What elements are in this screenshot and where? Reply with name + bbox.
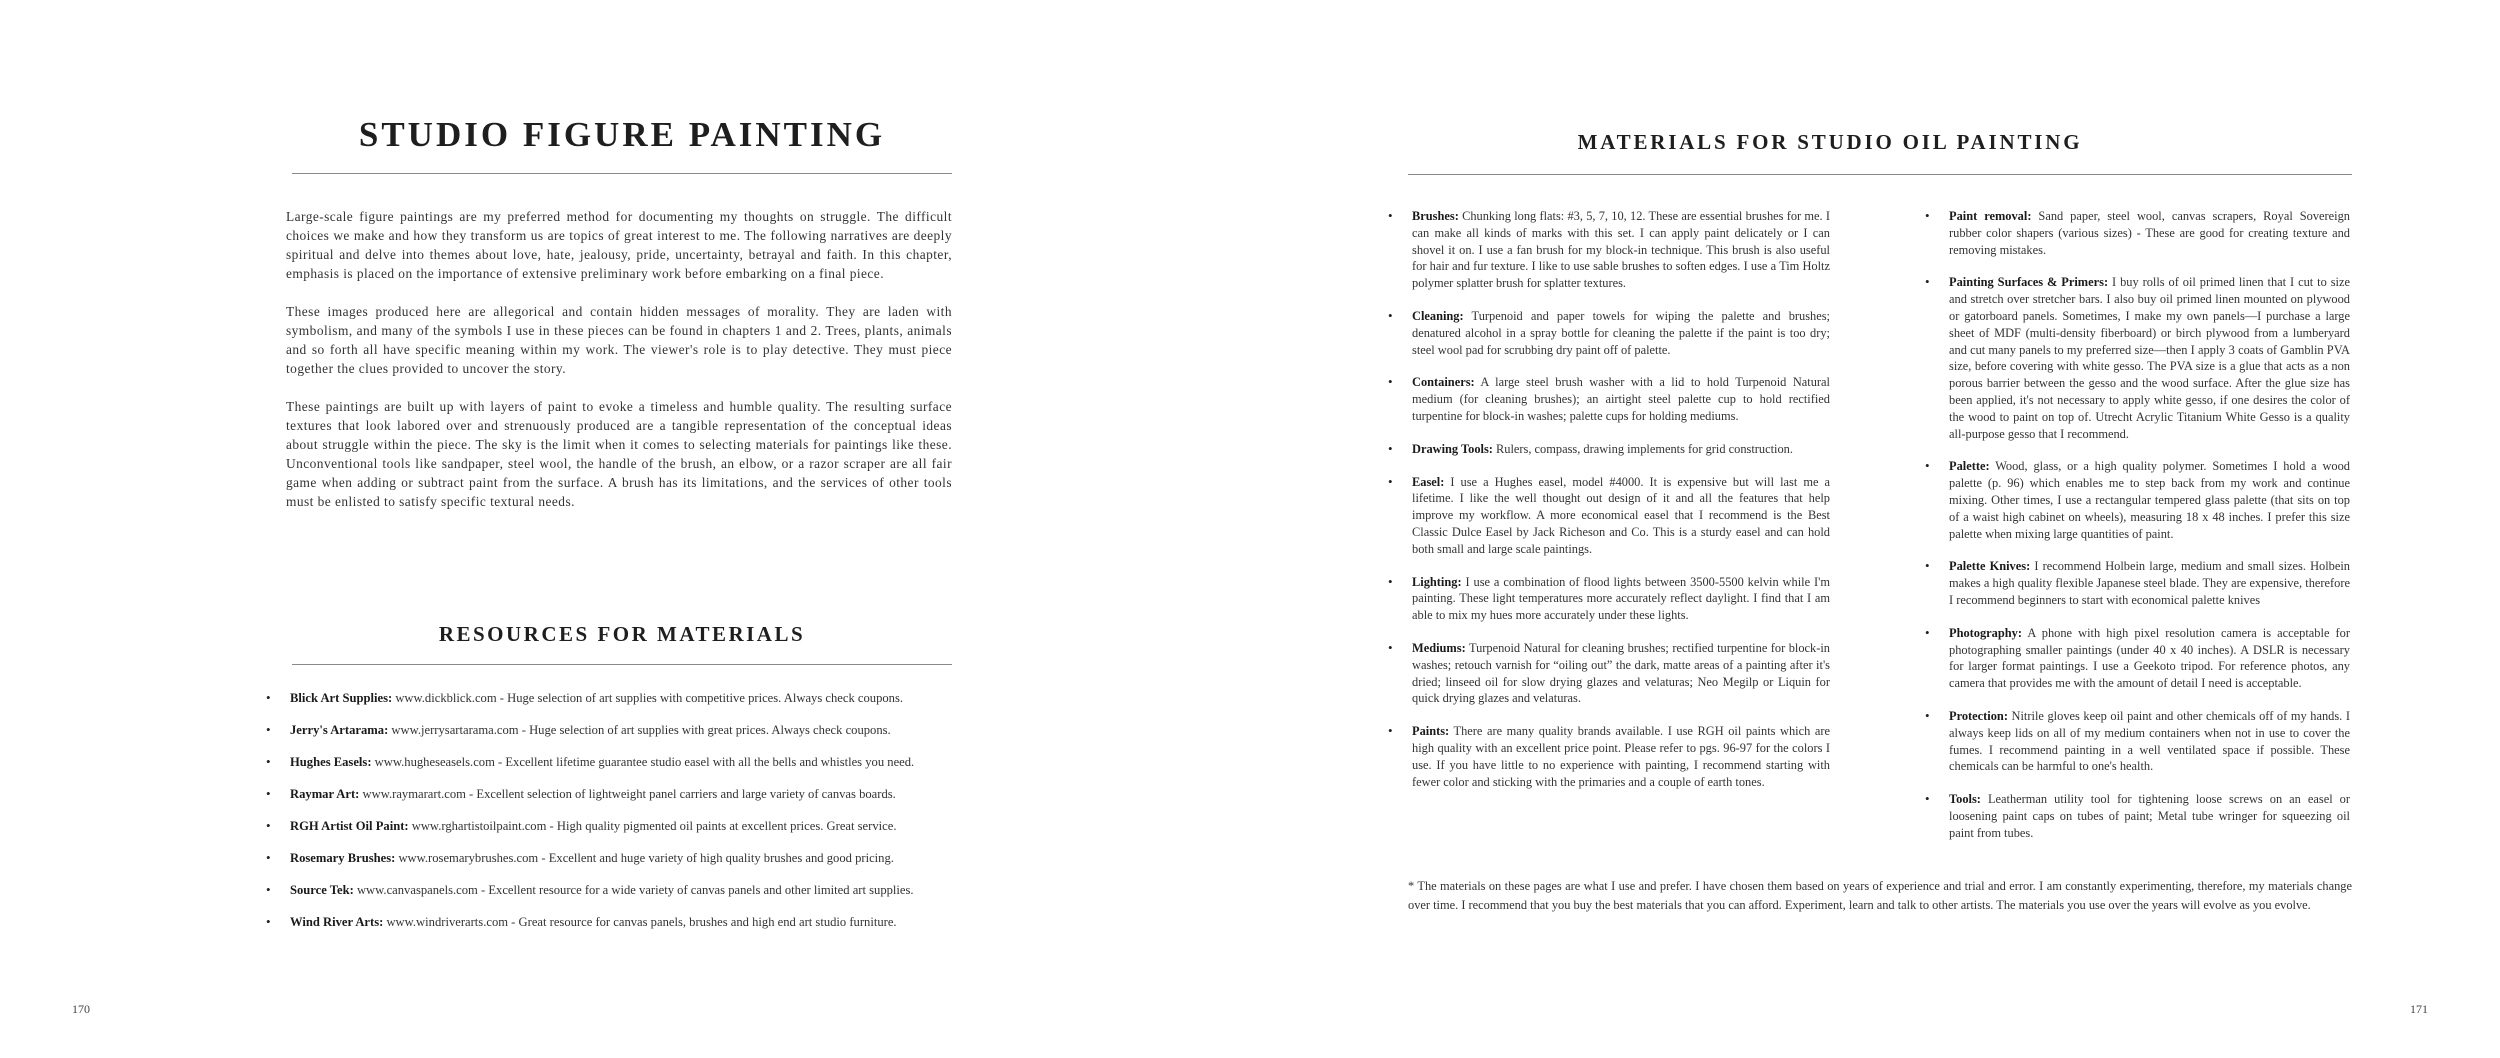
- resource-item: [262, 722, 962, 754]
- resource-item: [262, 850, 962, 882]
- material-description: Sand paper, steel wool, canvas scrapers, Royal Sovereign rubber color shapers (various sizes) - These are good for creating texture and removing mistakes.: [1949, 209, 2350, 257]
- resources-list: [262, 690, 962, 946]
- resource-name: Hughes Easels:: [290, 755, 372, 769]
- material-item: [1921, 708, 2350, 775]
- resource-item: [262, 786, 962, 818]
- materials-list-right: [1921, 208, 2350, 858]
- material-name: Protection:: [1949, 708, 2008, 723]
- resource-description: www.rghartistoilpaint.com - High quality pigmented oil paints at excellent prices. Great service.: [408, 819, 897, 833]
- material-name: Paints:: [1412, 724, 1450, 739]
- material-item: [1921, 458, 2350, 542]
- material-description: Turpenoid Natural for cleaning brushes; rectified turpentine for block-in washes; retouch varnish for “oiling out” the dark, matte areas of a painting after it's dried; linseed oil for slow drying glazes and velaturas; Neo Megilp or Liquin for quick drying glazes and velaturas.: [1412, 640, 1830, 706]
- material-description: Turpenoid and paper towels for wiping the palette and brushes; denatured alcohol in a spray bottle for cleaning the palette if the paint is too dry; steel wool pad for scrubbing dry paint off of palette.: [1412, 308, 1830, 357]
- materials-divider: [1408, 174, 2352, 175]
- material-item: [1384, 640, 1830, 707]
- resource-description: www.windriverarts.com - Great resource for canvas panels, brushes and high end art studio furniture.: [383, 915, 897, 929]
- material-item: [1384, 308, 1830, 358]
- material-description: Chunking long flats: #3, 5, 7, 10, 12. These are essential brushes for me. I can make all kinds of marks with this set. I can apply paint delicately or I can shovel it on. I use a fan brush for my block-in technique. This brush is also useful for hair and fur texture. I like to use sable brushes to soften edges. I use a Tim Holtz polymer splatter brush for splatter textures.: [1412, 209, 1830, 291]
- material-name: Lighting:: [1412, 574, 1462, 589]
- materials-heading: MATERIALS FOR STUDIO OIL PAINTING: [1577, 130, 2083, 154]
- right-page: [1250, 0, 2500, 1058]
- material-description: Leatherman utility tool for tightening loose screws on an easel or loosening paint caps on tubes of paint; Metal tube wringer for squeezing oil paint from tubes.: [1949, 792, 2350, 840]
- material-item: [1921, 791, 2350, 841]
- intro-paragraph: These paintings are built up with layers of paint to evoke a timeless and humble quality. The resulting surface textures that look labored over and strenuously produced are a tangible representation of the conceptual ideas about struggle within the piece. The sky is the limit when it comes to selecting materials for paintings like these. Unconventional tools like sandpaper, steel wool, the handle of the brush, an elbow, or a razor scraper are all fair game when adding or subtract paint from the surface. A brush has its limitations, and the services of other tools must be enlisted to satisfy specific textural needs.: [286, 399, 952, 509]
- material-name: Containers:: [1412, 375, 1475, 390]
- resources-heading: RESOURCES FOR MATERIALS: [438, 622, 806, 646]
- page-title: STUDIO FIGURE PAINTING: [358, 115, 886, 154]
- material-item: [1921, 558, 2350, 608]
- resource-name: Raymar Art:: [290, 787, 360, 801]
- material-description: Nitrile gloves keep oil paint and other chemicals off of my hands. I always keep lids on all of my medium containers when not in use to cover the fumes. I recommend painting in a well ventilated space if possible. These chemicals can be harmful to one's health.: [1949, 708, 2350, 774]
- material-item: [1921, 208, 2350, 258]
- material-description: There are many quality brands available. I use RGH oil paints which are high quality with an excellent price point. Please refer to pgs. 96-97 for the colors I use. If you have little to no experience with painting, I recommend starting with fewer color and sticking with the primaries and a couple of earth tones.: [1412, 724, 1830, 789]
- resource-description: www.hugheseasels.com - Excellent lifetime guarantee studio easel with all the bells and whistles you need.: [371, 755, 915, 769]
- resource-description: www.raymarart.com - Excellent selection of lightweight panel carriers and large variety of canvas boards.: [359, 787, 896, 801]
- resource-item: [262, 690, 962, 722]
- page-number-right: 171: [2410, 1002, 2428, 1016]
- resource-description: www.dickblick.com - Huge selection of art supplies with competitive prices. Always check coupons.: [392, 691, 904, 705]
- material-item: [1921, 274, 2350, 442]
- material-item: [1384, 474, 1830, 558]
- resource-description: www.rosemarybrushes.com - Excellent and huge variety of high quality brushes and good pricing.: [395, 851, 894, 865]
- material-description: A phone with high pixel resolution camera is acceptable for photographing smaller paintings (under 40 x 40 inches). A DSLR is necessary for larger format paintings. I use a Geekoto tripod. For reference photos, any camera that provides me with the amount of detail I need is acceptable.: [1949, 625, 2350, 691]
- material-name: Brushes:: [1412, 209, 1459, 223]
- material-item: [1384, 208, 1830, 292]
- resource-item: [262, 754, 962, 786]
- page-number-left: 170: [72, 1002, 90, 1016]
- resource-name: Source Tek:: [290, 883, 354, 897]
- material-name: Palette:: [1949, 459, 1990, 474]
- resource-name: Rosemary Brushes:: [290, 851, 396, 865]
- material-name: Painting Surfaces & Primers:: [1949, 275, 2109, 290]
- material-description: Wood, glass, or a high quality polymer. Sometimes I hold a wood palette (p. 96) which enables me to step back from my work and continue mixing. Other times, I use a rectangular tempered glass palette (that sits on top of a waist high cabinet on wheels), measuring 18 x 48 inches. I prefer this size palette when mixing large quantities of paint.: [1949, 459, 2350, 541]
- material-name: Drawing Tools:: [1412, 441, 1493, 456]
- material-name: Easel:: [1412, 474, 1445, 489]
- material-name: Paint removal:: [1949, 209, 2032, 223]
- resource-name: Jerry's Artarama:: [290, 723, 389, 737]
- material-description: I use a Hughes easel, model #4000. It is expensive but will last me a lifetime. I like the well thought out design of it and all the features that help improve my workflow. A more economical easel that I recommend is the Best Classic Dulce Easel by Jack Richeson and Co. This is a sturdy easel and can hold both small and large scale paintings.: [1412, 474, 1830, 556]
- material-description: Rulers, compass, drawing implements for grid construction.: [1492, 441, 1793, 456]
- resource-description: www.canvaspanels.com - Excellent resource for a wide variety of canvas panels and other limited art supplies.: [353, 883, 914, 897]
- intro-paragraph: These images produced here are allegorical and contain hidden messages of morality. They are laden with symbolism, and many of the symbols I use in these pieces can be found in chapters 1 and 2. Trees, plants, animals and so forth all have specific meaning within my work. The viewer's role is to play detective. They must piece together the clues provided to uncover the story.: [286, 304, 952, 376]
- intro-paragraph: Large-scale figure paintings are my preferred method for documenting my thoughts on struggle. The difficult choices we make and how they transform us are topics of great interest to me. The following narratives are deeply spiritual and delve into themes about love, hate, jealousy, pride, uncertainty, betrayal and faith. In this chapter, emphasis is placed on the importance of extensive preliminary work before embarking on a final piece.: [286, 209, 952, 281]
- material-name: Tools:: [1949, 792, 1981, 807]
- resource-name: RGH Artist Oil Paint:: [290, 819, 409, 833]
- material-name: Palette Knives:: [1949, 559, 2031, 574]
- resource-item: [262, 818, 962, 850]
- intro-text: [286, 207, 952, 530]
- materials-list-left: [1384, 208, 1830, 806]
- material-description: I use a combination of flood lights between 3500-5500 kelvin while I'm painting. These light temperatures more accurately reflect daylight. I find that I am able to mix my hues more accurately under these lights.: [1412, 574, 1830, 623]
- material-item: [1384, 723, 1830, 790]
- resource-name: Blick Art Supplies:: [290, 691, 393, 705]
- resource-item: [262, 914, 962, 946]
- material-name: Photography:: [1949, 625, 2022, 640]
- material-item: [1384, 374, 1830, 424]
- resource-name: Wind River Arts:: [290, 915, 384, 929]
- material-description: I recommend Holbein large, medium and small sizes. Holbein makes a high quality flexible Japanese steel blade. They are expensive, therefore I recommend beginners to start with economical palette knives: [1949, 559, 2350, 607]
- material-name: Cleaning:: [1412, 308, 1464, 323]
- resources-divider: [292, 664, 952, 665]
- material-description: A large steel brush washer with a lid to hold Turpenoid Natural medium (for cleaning brushes); an airtight steel palette cup to hold rectified turpentine for block-in washes; palette cups for holding mediums.: [1412, 375, 1830, 423]
- materials-footnote: * The materials on these pages are what I use and prefer. I have chosen them based on years of experience and trial and error. I am constantly experimenting, therefore, my materials change over time. I recommend that you buy the best materials that you can afford. Experiment, learn and talk to other artists. The materials you use over the years will evolve as you evolve.: [1408, 879, 2352, 912]
- material-item: [1921, 625, 2350, 692]
- material-item: [1384, 574, 1830, 624]
- resource-item: [262, 882, 962, 914]
- title-divider: [292, 173, 952, 174]
- material-name: Mediums:: [1412, 640, 1466, 655]
- material-description: I buy rolls of oil primed linen that I cut to size and stretch over stretcher bars. I also buy oil primed linen mounted on plywood or gatorboard panels. Sometimes, I make my own panels—I purchase a large sheet of MDF (multi-density fiberboard) or birch plywood from a lumberyard and cut many panels to my preferred size—then I apply 3 coats of Gamblin PVA size, before covering with white gesso. The PVA size is a glue that acts as a non porous barrier between the gesso and the wood surface. After the glue size has been applied, it's not necessary to apply white gesso, if one desires the color of the wood to paint on top of. Utrecht Acrylic Titanium White Gesso is a quality all-purpose gesso that I recommend.: [1949, 275, 2350, 441]
- resource-description: www.jerrysartarama.com - Huge selection of art supplies with great prices. Always check coupons.: [388, 723, 891, 737]
- material-item: [1384, 441, 1830, 458]
